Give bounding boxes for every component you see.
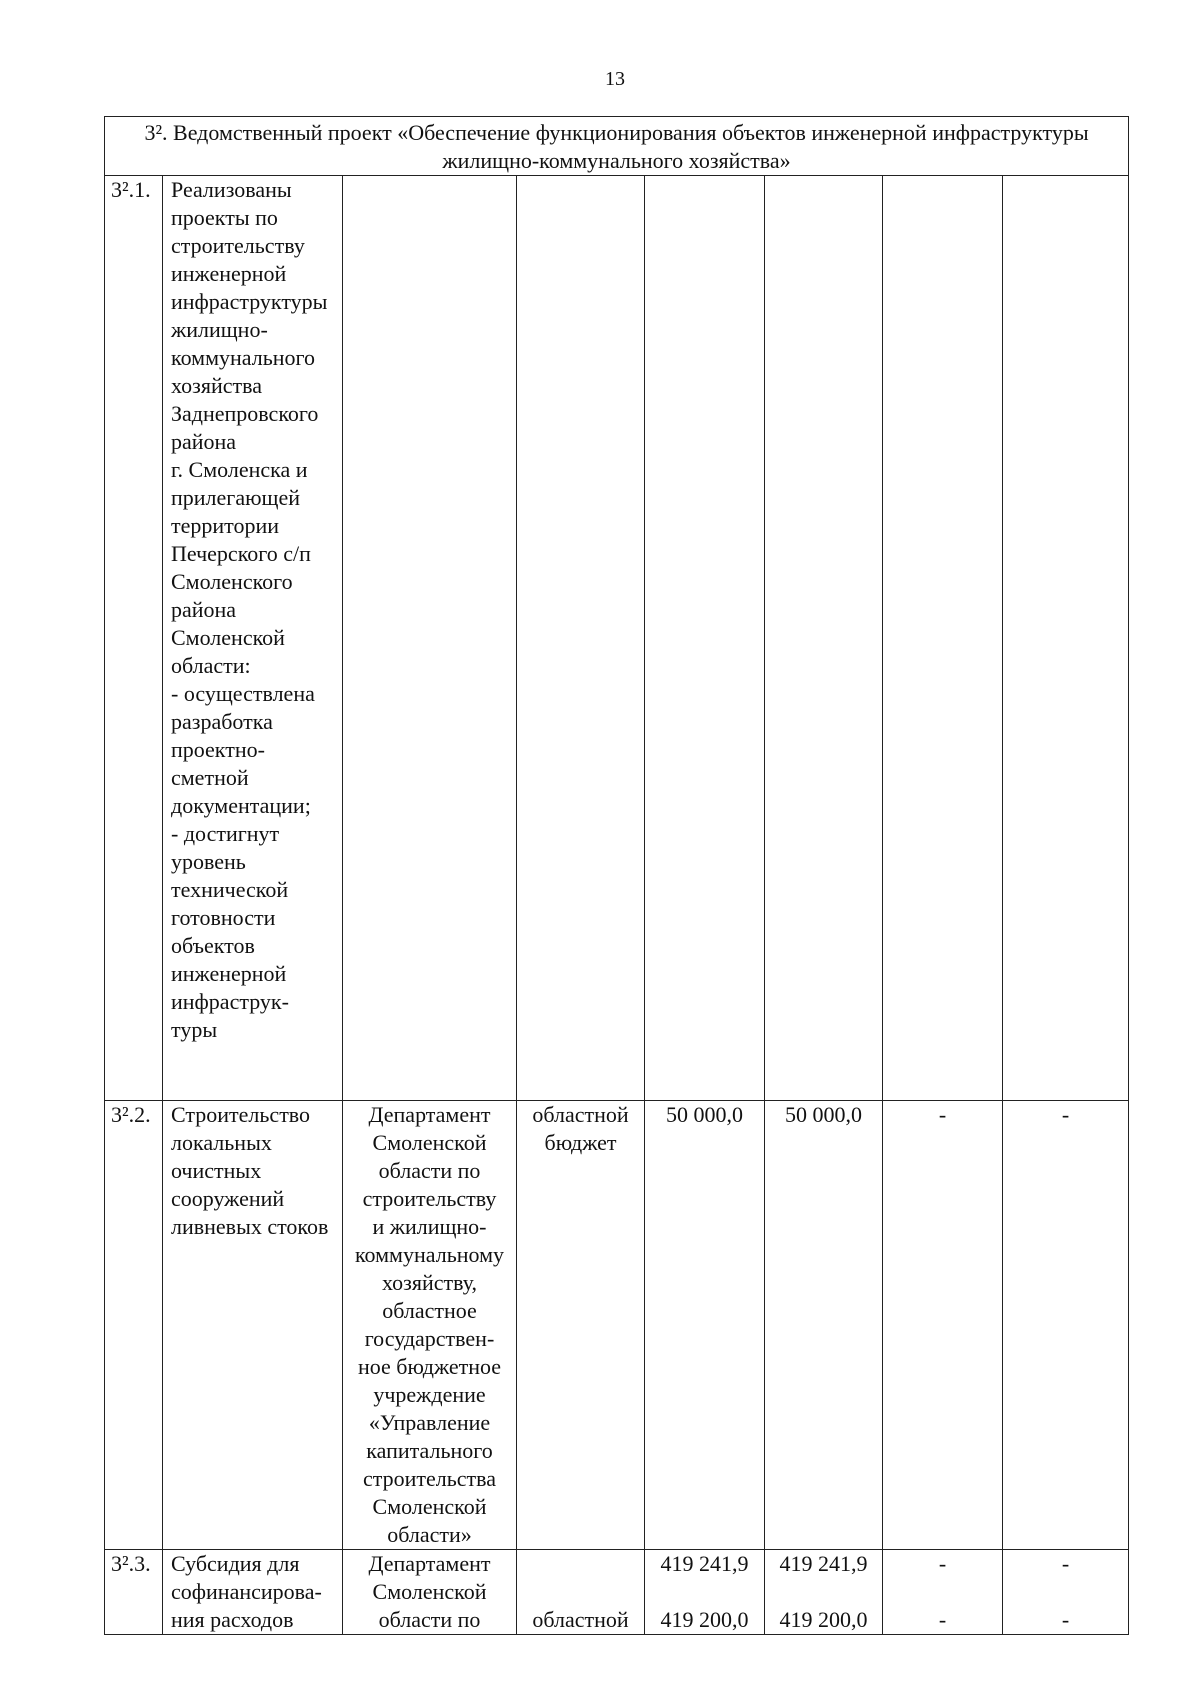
executor-cell: Департамент Смоленской области по строительству и жилищно- коммунальному хозяйству, областное государствен- ное бюджетное учреждение «Управление капитального строительства Смоленской области» (343, 1101, 517, 1550)
year3-cell (1003, 176, 1129, 1101)
year1-cell: 50 000,0 (765, 1101, 883, 1550)
table-row (105, 176, 1129, 1101)
year2-cell: - - (883, 1550, 1003, 1635)
funding-table (104, 116, 1129, 1635)
section-header-row (105, 117, 1129, 176)
row-description: Строительство локальных очистных сооружений ливневых стоков (163, 1101, 343, 1550)
row-description: Субсидия для софинансирова- ния расходов (163, 1550, 343, 1635)
total-cell: 419 241,9 419 200,0 (645, 1550, 765, 1635)
table-row (105, 1550, 1129, 1635)
row-number: 3².3. (105, 1550, 163, 1635)
source-cell: областной бюджет (517, 1101, 645, 1550)
executor-cell: Департамент Смоленской области по (343, 1550, 517, 1635)
total-cell (645, 176, 765, 1101)
row-description: Реализованы проекты по строительству инженерной инфраструктуры жилищно- коммунального хозяйства Заднепровского района г. Смоленска и прилегающей территории Печерского с/п Смоленского района Смоленской области: - осуществлена разработка проектно- сметной документации; - достигнут уровень технической готовности объектов инженерной инфраструк- туры (163, 176, 343, 1101)
total-cell: 50 000,0 (645, 1101, 765, 1550)
year1-cell (765, 176, 883, 1101)
page-number: 13 (605, 68, 625, 90)
section-title: 3². Ведомственный проект «Обеспечение функционирования объектов инженерной инфраструктуры жилищно-коммунального хозяйства» (105, 117, 1129, 176)
year3-cell: - (1003, 1101, 1129, 1550)
year2-cell (883, 176, 1003, 1101)
executor-cell (343, 176, 517, 1101)
row-number: 3².1. (105, 176, 163, 1101)
row-number: 3².2. (105, 1101, 163, 1550)
year3-cell: - - (1003, 1550, 1129, 1635)
table-row (105, 1101, 1129, 1550)
year1-cell: 419 241,9 419 200,0 (765, 1550, 883, 1635)
source-cell (517, 176, 645, 1101)
source-cell: областной (517, 1550, 645, 1635)
year2-cell: - (883, 1101, 1003, 1550)
